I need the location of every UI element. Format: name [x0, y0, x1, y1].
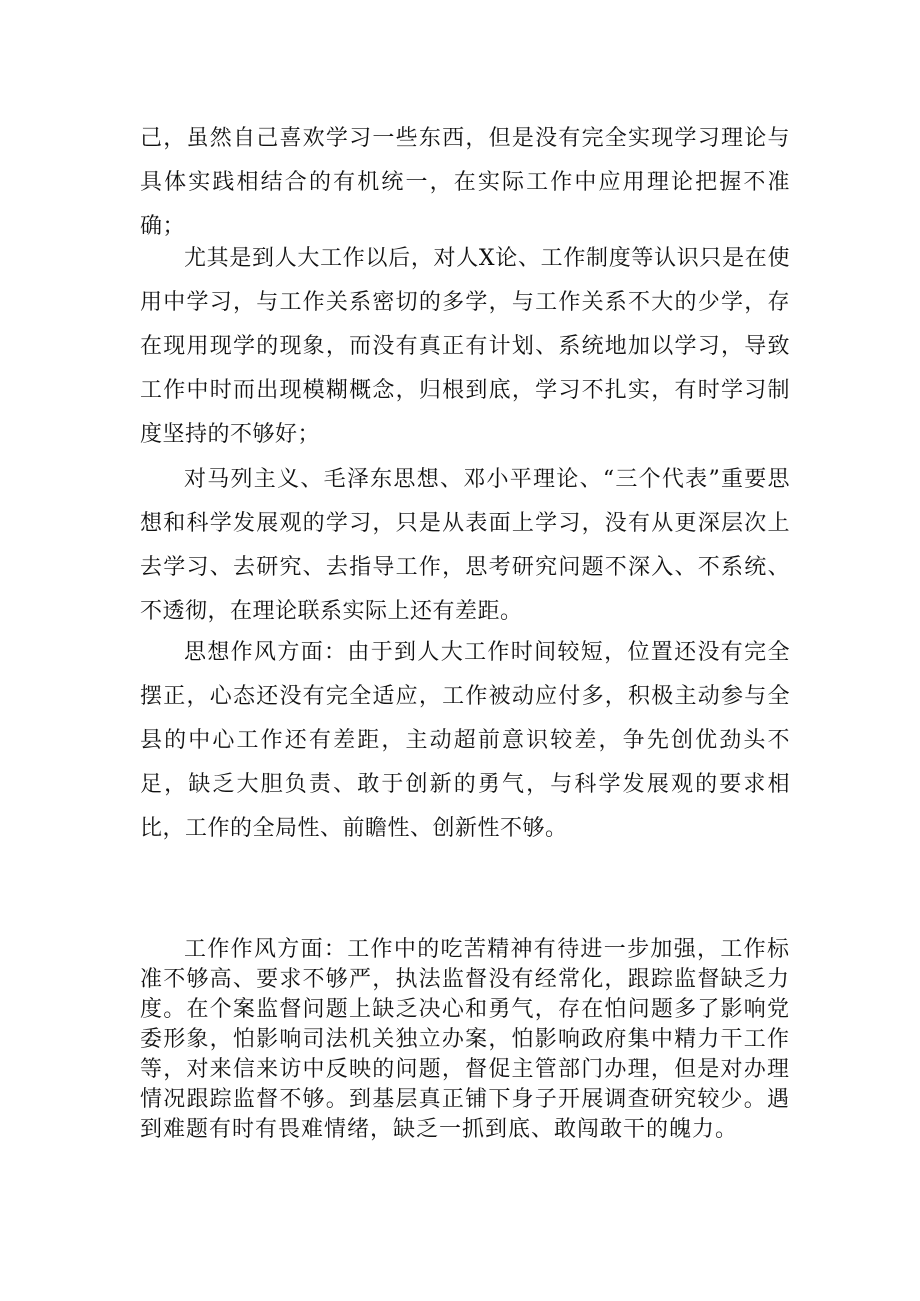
paragraph-thinking-style: 思想作风方面：由于到人大工作时间较短，位置还没有完全摆正，心态还没有完全适应，工作被动应付多，积极主动参与全县的中心工作还有差距，主动超前意识较差，争先创优劲头不足，缺乏大胆负责、敢于创新的勇气，与科学发展观的要求相比，工作的全局性、前瞻性、创新性不够。: [140, 640, 790, 841]
paragraph-study-practice: 己，虽然自己喜欢学习一些东西，但是没有完全实现学习理论与具体实践相结合的有机统一，在实际工作中应用理论把握不准确；: [140, 126, 790, 239]
paragraph-people-congress-study: 尤其是到人大工作以后，对人X论、工作制度等认识只是在使用中学习，与工作关系密切的多学，与工作关系不大的少学，存在现用现学的现象，而没有真正有计划、系统地加以学习，导致工作中时而出现模糊概念，归根到底，学习不扎实，有时学习制度坚持的不够好；: [140, 246, 790, 447]
paragraph-work-style: 工作作风方面：工作中的吃苦精神有待进一步加强，工作标准不够高、要求不够严，执法监督没有经常化，跟踪监督缺乏力度。在个案监督问题上缺乏决心和勇气，存在怕问题多了影响党委形象，怕影响司法机关独立办案，怕影响政府集中精力干工作等，对来信来访中反映的问题，督促主管部门办理，但是对办理情况跟踪监督不够。到基层真正铺下身子开展调查研究较少。遇到难题有时有畏难情绪，缺乏一抓到底、敢闯敢干的魄力。: [140, 937, 790, 1142]
paragraph-theory-study: 对马列主义、毛泽东思想、邓小平理论、“三个代表”重要思想和科学发展观的学习，只是从表面上学习，没有从更深层次上去学习、去研究、去指导工作，思考研究问题不深入、不系统、不透彻，在理论联系实际上还有差距。: [140, 467, 790, 624]
